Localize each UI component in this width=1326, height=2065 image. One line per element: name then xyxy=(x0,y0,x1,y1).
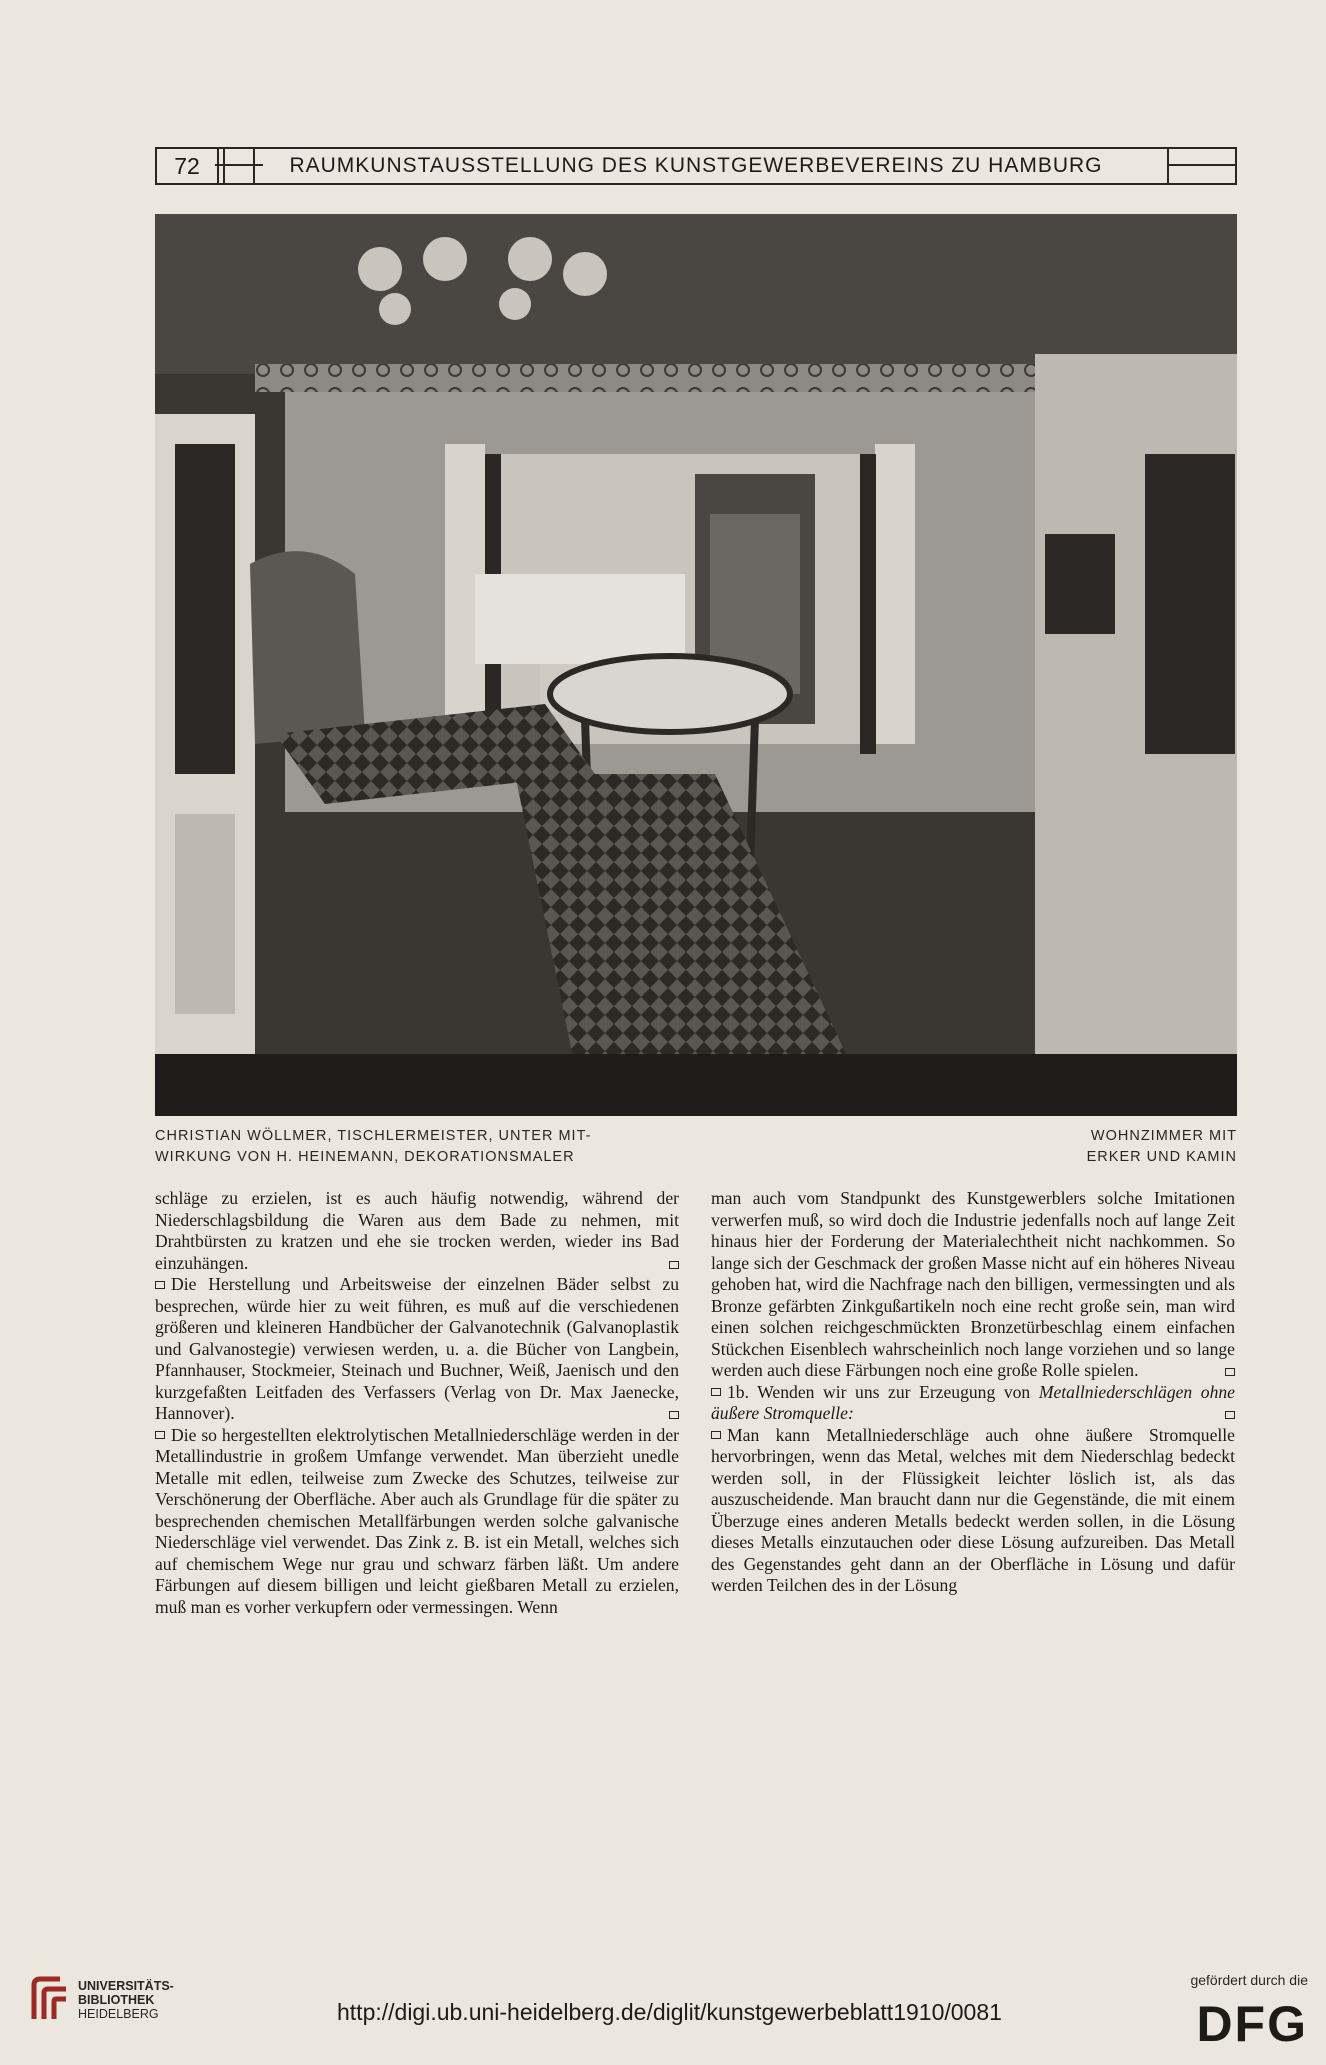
paragraph-text: Die Herstellung und Arbeitsweise der einzelnen Bäder selbst zu besprechen, würde hier zu weit führen, es muß auf die verschiedenen größeren und kleineren Handbücher der Galvanotechnik (Galvanoplastik und Galvanostegie) verwiesen werden, u. a. die Bücher von Langbein, Pfannhauser, Stockmeier, Steinach und Buchner, Weiß, Jaenisch und den kurzgefaßten Leitfaden des Verfassers (Verlag von Dr. Max Jaenecke, Hannover). xyxy=(155,1274,679,1423)
caption-line: ERKER UND KAMIN xyxy=(1086,1149,1237,1165)
photo-caption-credit xyxy=(155,1126,591,1168)
page-number: 72 xyxy=(155,147,219,185)
running-header xyxy=(155,147,1237,185)
paragraph-text: Man kann Metallniederschläge auch ohne äußere Stromquelle hervorbringen, wenn das Metal, welches mit dem Niederschlag bedeckt werden soll, in der Flüssigkeit leichter löslich ist, als das auszuscheidende. Man braucht dann nur die Gegenstände, die mit einem Überzuge eines anderen Metalls bedeckt werden sollen, in die Lösung dieses Metalls einzutauchen oder diese Lösung aufzureiben. Das Metall des Gegenstandes geht dann an der Oberfläche in Lösung und dafür werden Teilchen des in der Lösung xyxy=(711,1424,1235,1595)
section-mark-icon xyxy=(669,1261,679,1269)
section-mark-icon xyxy=(711,1388,721,1396)
library-name-line: HEIDELBERG xyxy=(78,2007,159,2021)
running-title: RAUMKUNSTAUSSTELLUNG DES KUNSTGEWERBEVEREINS ZU HAMBURG xyxy=(289,154,1103,177)
paragraph-text: 1b. Wenden wir uns zur Erzeugung von xyxy=(727,1381,1031,1402)
library-name-line: UNIVERSITÄTS- xyxy=(78,1979,174,1993)
paragraph-text: Die so hergestellten elektrolytischen Metallniederschläge werden in der Metallindustrie in großem Umfange verwendet. Man überzieht unedle Metalle mit edlen, teilweise zum Zwecke des Schutzes, teilweise zur Verschönerung der Oberfläche. Aber auch als Grundlage für die später zu besprechenden chemischen Metallfärbungen werden solche galvanische Niederschläge viel verwendet. Das Zink z. B. ist ein Metall, welches sich auf chemischem Wege nur grau und schwarz färben läßt. Um andere Färbungen auf diesem billigen und leicht gießbaren Metall zu erzielen, muß man es vorher verkupfern oder vermessingen. Wenn xyxy=(155,1424,679,1617)
section-mark-icon xyxy=(155,1281,165,1289)
dfg-logo: DFG xyxy=(1196,1996,1308,2052)
paragraph xyxy=(155,1188,679,1274)
caption-line: WOHNZIMMER MIT xyxy=(1090,1128,1237,1144)
section-mark-icon xyxy=(711,1431,721,1439)
paragraph xyxy=(155,1274,679,1425)
library-name-line: BIBLIOTHEK xyxy=(78,1993,155,2007)
section-mark-icon xyxy=(1225,1368,1235,1376)
paragraph xyxy=(711,1425,1235,1597)
italic-heading: Metallniederschlägen ohne äußere Stromquelle: xyxy=(711,1381,1235,1423)
permalink-url[interactable]: http://digi.ub.uni-heidelberg.de/diglit/kunstgewerbeblatt1910/0081 xyxy=(337,1999,1002,2025)
section-mark-icon xyxy=(669,1411,679,1419)
photo-illustration xyxy=(155,214,1237,1116)
university-library-logo-icon xyxy=(30,1975,70,2023)
section-mark-icon xyxy=(1225,1411,1235,1419)
paragraph-text: schläge zu erzielen, ist es auch häufig notwendig, während der Niederschlagsbildung die Waren aus dem Bade zu nehmen, mit Drahtbürsten zu kratzen und ehe sie trocken werden, wieder ins Bad einzuhängen. xyxy=(155,1188,679,1273)
header-ornament xyxy=(215,164,263,166)
paragraph xyxy=(155,1425,679,1619)
section-mark-icon xyxy=(155,1431,165,1439)
library-name xyxy=(78,1979,174,2021)
paragraph xyxy=(711,1188,1235,1382)
caption-line: CHRISTIAN WÖLLMER, TISCHLERMEISTER, UNTER MIT- xyxy=(155,1128,592,1144)
text-column-left xyxy=(155,1188,679,1618)
header-ornament xyxy=(1169,164,1237,166)
paragraph xyxy=(711,1382,1235,1425)
text-column-right xyxy=(711,1188,1235,1597)
caption-line: WIRKUNG VON H. HEINEMANN, DEKORATIONSMALER xyxy=(155,1149,575,1165)
digitization-footer xyxy=(0,1955,1326,2065)
photo-caption-title xyxy=(1087,1126,1237,1168)
funding-note: gefördert durch die xyxy=(1190,1972,1308,1988)
header-divider xyxy=(223,147,225,185)
interior-photograph xyxy=(155,214,1237,1116)
header-divider xyxy=(1235,147,1237,185)
header-divider xyxy=(253,147,255,185)
header-divider xyxy=(1167,147,1169,185)
paragraph-text: man auch vom Standpunkt des Kunstgewerblers solche Imitationen verwerfen muß, so wird doch die Industrie jedenfalls noch auf lange Zeit hinaus hier der Forderung der Materialechtheit nicht nachkommen. So lange sich der Geschmack der großen Masse nicht auf ein höheres Niveau gehoben hat, wird die Nachfrage nach den billigen, vermessingten und als Bronze gefärbten Zinkgußartikeln noch eine recht große sein, man wird einen solchen reichgeschmückten Bronzetürbeschlag einem einfachen Stückchen Eisenblech wahrscheinlich noch lange vorziehen und so lange werden auch diese Färbungen noch eine große Rolle spielen. xyxy=(711,1188,1235,1380)
